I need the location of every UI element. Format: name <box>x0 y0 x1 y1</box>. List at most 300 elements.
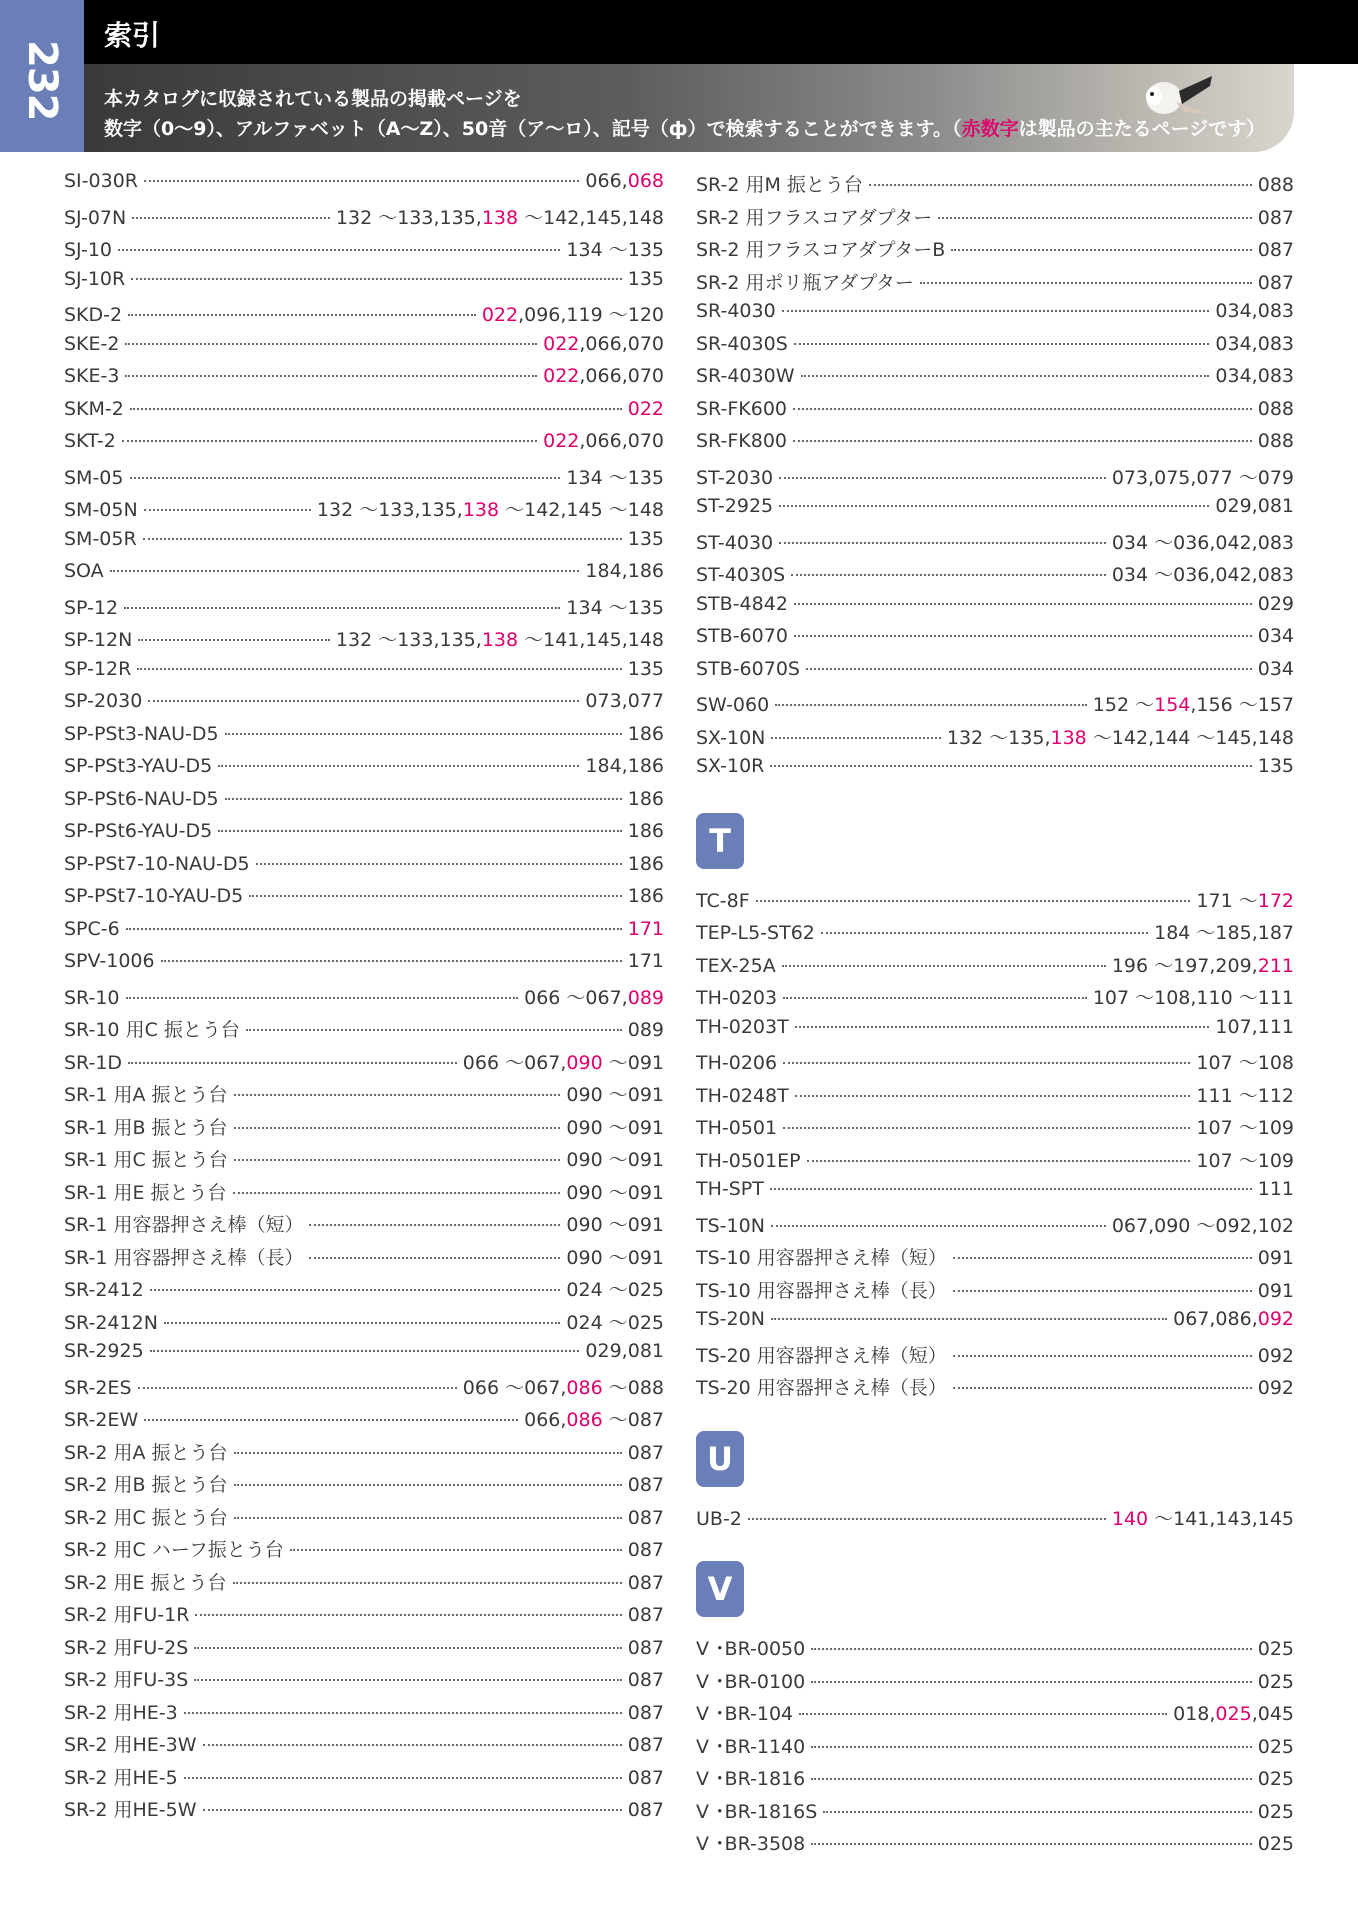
index-entry <box>64 1210 664 1243</box>
index-entry <box>64 820 664 853</box>
entry-pages <box>947 723 1294 750</box>
index-entry <box>696 1276 1294 1309</box>
section-u-header <box>696 1418 1294 1500</box>
index-entry <box>64 235 664 268</box>
dot-leader <box>953 1355 1252 1357</box>
dot-leader <box>137 668 621 670</box>
entry-pages <box>1258 1377 1294 1399</box>
index-entry <box>696 560 1294 593</box>
entry-pages <box>1196 1081 1294 1108</box>
entry-pages <box>628 1702 664 1724</box>
entry-name: SKE-3 <box>64 365 120 387</box>
entry-name: SR-1 用容器押さえ棒（短） <box>64 1214 304 1236</box>
entry-name: ST-4030 <box>696 531 774 554</box>
entry-pages <box>482 300 664 327</box>
index-entry <box>64 300 664 333</box>
entry-pages <box>1258 272 1294 294</box>
entry-pages <box>628 1799 664 1821</box>
page-refs: 092 <box>1257 1344 1294 1367</box>
entry-pages <box>628 950 664 972</box>
index-entry <box>64 528 664 561</box>
page-refs-after: ,066,070 <box>579 365 664 387</box>
page-refs: 024 〜025 <box>566 1311 664 1334</box>
entry-name: TS-20N <box>696 1308 765 1330</box>
banner-line-2-text-b: は製品の主たるページです） <box>1018 118 1266 140</box>
entry-pages <box>628 918 664 940</box>
index-entry <box>696 203 1294 236</box>
dot-leader <box>807 1160 1191 1162</box>
index-entry <box>64 1145 664 1178</box>
entry-pages <box>1196 886 1294 913</box>
dot-leader <box>194 1679 621 1681</box>
entry-pages <box>585 560 664 582</box>
index-entry <box>64 1243 664 1276</box>
entry-name: TC-8F <box>696 889 750 912</box>
index-entry <box>64 333 664 366</box>
page-refs: 135 <box>627 267 664 290</box>
page-refs: 135 <box>627 657 664 680</box>
dot-leader <box>143 538 622 540</box>
entry-name: V ･BR-3508 <box>696 1833 806 1855</box>
index-entry <box>696 1016 1294 1049</box>
entry-pages <box>543 333 664 355</box>
dot-leader <box>225 733 622 735</box>
index-entry <box>696 1081 1294 1114</box>
dot-leader <box>164 1322 561 1324</box>
entry-pages <box>628 853 664 875</box>
index-entry <box>696 625 1294 658</box>
entry-name: SP-PSt7-10-NAU-D5 <box>64 852 250 875</box>
main-page-ref: 138 <box>481 629 519 651</box>
entry-pages <box>1112 951 1294 978</box>
index-entry <box>64 1763 664 1796</box>
entry-name: V ･BR-0050 <box>696 1638 806 1660</box>
index-entry <box>64 203 664 236</box>
page-refs: 186 <box>627 885 664 907</box>
entry-pages <box>628 1507 664 1529</box>
page-refs: 196 〜197,209, <box>1111 954 1258 977</box>
entry-name: SP-PSt3-NAU-D5 <box>64 722 219 745</box>
dot-leader <box>144 509 311 511</box>
entry-pages <box>628 658 664 680</box>
page-refs: 073,075,077 〜079 <box>1111 466 1294 489</box>
entry-name: SR-2 用HE-5W <box>64 1799 197 1821</box>
entry-name: SM-05 <box>64 466 124 489</box>
entry-pages <box>1258 174 1294 196</box>
page-refs: 087 <box>627 1506 664 1529</box>
entry-pages <box>585 755 664 777</box>
page-refs: 134 〜135 <box>566 239 664 261</box>
index-entry <box>696 528 1294 561</box>
entry-name: SR-4030 <box>696 300 776 322</box>
entry-name: SR-2 用HE-3 <box>64 1701 178 1724</box>
index-entry <box>64 560 664 593</box>
index-entry <box>64 788 664 821</box>
entry-pages <box>1154 918 1294 945</box>
entry-pages <box>1258 593 1294 615</box>
index-entry <box>696 430 1294 463</box>
page-refs: 034 <box>1257 625 1294 647</box>
dot-leader <box>118 249 560 251</box>
entry-name: SR-2 用フラスコアダプター <box>696 206 933 229</box>
dot-leader <box>234 1094 561 1096</box>
page-refs-after: 〜141,145,148 <box>518 629 664 651</box>
page-refs: 087 <box>627 1799 664 1821</box>
entry-name: SR-4030S <box>696 332 788 355</box>
dot-leader <box>794 343 1210 345</box>
dot-leader <box>122 440 537 442</box>
index-entry <box>696 1732 1294 1765</box>
entry-name: STB-4842 <box>696 592 788 615</box>
entry-name: SR-2925 <box>64 1340 144 1362</box>
dot-leader <box>806 668 1252 670</box>
entry-pages <box>585 690 664 712</box>
dot-leader <box>234 1159 561 1161</box>
section-letter-u: U <box>696 1431 744 1487</box>
page-refs: 111 <box>1257 1178 1294 1200</box>
index-entry <box>696 235 1294 268</box>
dot-leader <box>130 408 622 410</box>
main-page-ref: 211 <box>1257 954 1294 977</box>
dot-leader <box>234 1452 622 1454</box>
entry-pages <box>336 203 664 230</box>
entry-pages <box>1258 207 1294 229</box>
page-refs: 087 <box>627 1734 664 1756</box>
index-entry <box>696 886 1294 919</box>
main-page-ref: 089 <box>627 986 664 1009</box>
dot-leader <box>234 1484 622 1486</box>
entry-name: TH-0206 <box>696 1052 778 1074</box>
section-v-header <box>696 1548 1294 1630</box>
page-refs: 107 〜109 <box>1196 1149 1294 1172</box>
entry-pages <box>1093 983 1294 1010</box>
dot-leader <box>218 830 622 832</box>
dot-leader <box>801 375 1210 377</box>
entry-name: V ･BR-1816 <box>696 1768 806 1790</box>
t-entries-list <box>696 886 1294 1406</box>
index-entry <box>696 1146 1294 1179</box>
page-refs-after: 〜087 <box>602 1409 664 1431</box>
page-refs: 029 <box>1257 592 1294 615</box>
entry-pages <box>1112 1211 1294 1238</box>
entry-name: SOA <box>64 560 104 582</box>
dot-leader <box>953 1387 1252 1389</box>
dot-leader <box>203 1809 622 1811</box>
page-refs: 087 <box>627 1539 664 1561</box>
page-refs: 087 <box>627 1571 664 1594</box>
dot-leader <box>195 1614 621 1616</box>
entry-pages <box>1258 625 1294 647</box>
dot-leader <box>125 343 537 345</box>
dot-leader <box>782 310 1210 312</box>
dot-leader <box>128 1062 457 1064</box>
index-entry <box>696 1308 1294 1341</box>
entry-pages <box>1196 1146 1294 1173</box>
index-entry <box>696 593 1294 626</box>
header-banner <box>84 64 1294 152</box>
dot-leader <box>233 1582 622 1584</box>
dot-leader <box>110 570 580 572</box>
entry-name: SR-2 用HE-3W <box>64 1734 197 1756</box>
entry-name: SR-2 用M 振とう台 <box>696 174 863 196</box>
dot-leader <box>234 1517 622 1519</box>
dot-leader <box>811 1778 1252 1780</box>
index-entry <box>696 1113 1294 1146</box>
dot-leader <box>138 1387 457 1389</box>
index-entry <box>64 170 664 203</box>
v-entries-list <box>696 1634 1294 1862</box>
entry-name: SR-2 用A 振とう台 <box>64 1441 228 1464</box>
page-refs: 092 <box>1257 1377 1294 1399</box>
page-refs: 034 〜036,042,083 <box>1111 564 1294 586</box>
entry-name: TS-10N <box>696 1214 765 1237</box>
entry-pages <box>1196 1048 1294 1075</box>
entry-name: TH-0203T <box>696 1015 789 1038</box>
entry-pages <box>566 463 664 490</box>
dot-leader <box>795 1095 1191 1097</box>
dot-leader <box>150 1289 561 1291</box>
entry-pages <box>628 1767 664 1789</box>
entry-name: SR-2 用B 振とう台 <box>64 1474 228 1496</box>
section-t-header <box>696 800 1294 882</box>
page-refs: 087 <box>627 1766 664 1789</box>
entry-pages <box>566 1080 664 1107</box>
entry-name: SP-PSt7-10-YAU-D5 <box>64 885 244 907</box>
index-entry <box>64 1015 664 1048</box>
index-entry <box>696 1667 1294 1700</box>
index-entry <box>696 268 1294 301</box>
page-refs-after: 〜142,144 〜145,148 <box>1086 726 1294 749</box>
index-entry <box>64 463 664 496</box>
entry-pages <box>628 268 664 290</box>
index-entry <box>64 723 664 756</box>
dot-leader <box>771 1318 1167 1320</box>
index-entry <box>696 333 1294 366</box>
entry-pages <box>1258 1833 1294 1855</box>
entry-name: SM-05N <box>64 499 138 521</box>
page-refs-after: 〜142,145,148 <box>518 206 664 229</box>
page-refs-after: ,156 〜157 <box>1190 694 1294 716</box>
page-refs: 087 <box>627 1669 664 1691</box>
index-entry <box>64 1340 664 1373</box>
page-refs: 088 <box>1257 174 1294 196</box>
dot-leader <box>290 1549 622 1551</box>
page-refs: 066 〜067, <box>462 1376 567 1399</box>
page-refs: 107 〜108 <box>1196 1052 1294 1074</box>
entry-name: SR-2 用C ハーフ振とう台 <box>64 1539 284 1561</box>
index-entry <box>696 1829 1294 1862</box>
page-refs: 025 <box>1257 1670 1294 1693</box>
dot-leader <box>218 765 579 767</box>
page-refs-after: 〜141,143,145 <box>1148 1507 1294 1530</box>
entry-pages <box>1258 1638 1294 1660</box>
index-entry <box>64 1048 664 1081</box>
entry-name: TS-10 用容器押さえ棒（長） <box>696 1279 947 1302</box>
page-refs-after: ,066,070 <box>579 430 664 452</box>
page-refs: 088 <box>1257 430 1294 452</box>
index-entry <box>696 755 1294 788</box>
page-refs: 066 〜067, <box>524 986 628 1009</box>
entry-pages <box>628 1734 664 1756</box>
dot-leader <box>783 997 1087 999</box>
dot-leader <box>126 928 622 930</box>
page-refs: 034 〜036,042,083 <box>1111 531 1294 554</box>
entry-pages <box>566 1308 664 1335</box>
dot-leader <box>125 375 537 377</box>
entry-name: TH-0501 <box>696 1117 778 1139</box>
entry-name: SR-2 用フラスコアダプターB <box>696 239 946 261</box>
page-refs: 089 <box>627 1019 664 1041</box>
entry-name: TH-0248T <box>696 1084 789 1107</box>
page-refs: 132 〜133,135, <box>335 206 482 229</box>
index-entry <box>64 1178 664 1211</box>
page-refs: 186 <box>627 722 664 745</box>
index-entry <box>64 983 664 1016</box>
dot-leader <box>225 798 622 800</box>
page-refs: 135 <box>1257 755 1294 777</box>
title-bar <box>84 0 1358 64</box>
dot-leader <box>953 1290 1252 1292</box>
entry-pages <box>566 1113 664 1140</box>
dot-leader <box>256 863 622 865</box>
entry-name: V ･BR-1140 <box>696 1735 806 1758</box>
page-number-tab <box>0 0 84 152</box>
section-letter-v: V <box>696 1561 744 1617</box>
index-entry <box>696 1699 1294 1732</box>
page-refs: 186 <box>627 852 664 875</box>
entry-name: SR-2 用ポリ瓶アダプター <box>696 271 914 294</box>
entry-pages <box>566 593 664 620</box>
page-refs: 111 〜112 <box>1196 1084 1294 1107</box>
main-page-ref: 140 <box>1111 1507 1149 1530</box>
entry-pages <box>628 1539 664 1561</box>
dot-leader <box>128 314 476 316</box>
entry-name: TH-0501EP <box>696 1149 801 1172</box>
index-entry <box>64 625 664 658</box>
entry-pages <box>1093 690 1294 717</box>
entry-pages <box>628 398 664 420</box>
page-refs: 087 <box>1257 239 1294 261</box>
entry-pages <box>1258 1247 1294 1269</box>
main-page-ref: 090 <box>566 1051 603 1074</box>
index-entry <box>64 1795 664 1828</box>
index-entry <box>696 495 1294 528</box>
dot-leader <box>770 765 1251 767</box>
entry-pages <box>1258 1280 1294 1302</box>
entry-pages <box>1258 755 1294 777</box>
dot-leader <box>124 607 560 609</box>
dot-leader <box>132 217 330 219</box>
entry-pages <box>1215 300 1294 322</box>
entry-name: SR-2 用FU-2S <box>64 1636 189 1659</box>
entry-name: TH-0203 <box>696 987 778 1009</box>
index-entry <box>64 1503 664 1536</box>
index-column-left <box>64 170 664 1828</box>
page-refs: 034,083 <box>1215 332 1294 355</box>
entry-pages <box>628 788 664 810</box>
entry-pages <box>566 1178 664 1205</box>
dot-leader <box>794 635 1252 637</box>
main-page-ref: 022 <box>627 397 664 420</box>
main-page-ref: 171 <box>627 917 664 940</box>
dot-leader <box>783 1127 1190 1129</box>
dot-leader <box>793 440 1252 442</box>
entry-name: SP-PSt6-YAU-D5 <box>64 820 213 842</box>
page-refs: 091 <box>1257 1279 1294 1302</box>
index-entry <box>64 430 664 463</box>
entry-pages <box>1112 1504 1294 1531</box>
dot-leader <box>779 542 1106 544</box>
index-entry <box>696 951 1294 984</box>
entry-pages <box>1258 430 1294 452</box>
dot-leader <box>779 505 1209 507</box>
entry-pages <box>1258 1736 1294 1758</box>
dot-leader <box>938 217 1251 219</box>
entry-name: SJ-07N <box>64 206 127 229</box>
entry-pages <box>585 170 664 192</box>
page-refs: 087 <box>1257 271 1294 294</box>
entry-pages <box>1258 1671 1294 1693</box>
entry-name: SPV-1006 <box>64 950 155 972</box>
page-refs: 171 <box>627 950 664 972</box>
index-entry <box>696 658 1294 691</box>
page-refs: 134 〜135 <box>566 466 664 489</box>
page-refs: 171 〜 <box>1196 889 1258 912</box>
entry-name: TH-SPT <box>696 1178 764 1200</box>
page-refs: 090 〜091 <box>566 1246 664 1269</box>
entry-name: ST-4030S <box>696 564 786 586</box>
entry-pages <box>628 528 664 550</box>
entry-pages <box>628 1572 664 1594</box>
entry-pages <box>524 1405 664 1432</box>
index-entry <box>64 593 664 626</box>
entry-name: SR-FK600 <box>696 397 788 420</box>
page-refs-after: ,066,070 <box>579 332 664 355</box>
page-refs: 107,111 <box>1215 1015 1294 1038</box>
index-entry <box>696 1373 1294 1406</box>
page-refs: 152 〜 <box>1092 694 1155 716</box>
index-entry <box>64 495 664 528</box>
entry-name: TS-20 用容器押さえ棒（短） <box>696 1344 947 1367</box>
page-refs: 025 <box>1257 1833 1294 1855</box>
entry-name: SP-PSt3-YAU-D5 <box>64 755 213 777</box>
dot-leader <box>953 1257 1252 1259</box>
dot-leader <box>823 1811 1251 1813</box>
dot-leader <box>249 895 621 897</box>
entry-pages <box>1112 560 1294 587</box>
page-refs: 134 〜135 <box>566 596 664 619</box>
entry-pages <box>566 1210 664 1237</box>
page-refs: 066, <box>524 1409 567 1431</box>
entry-name: STB-6070 <box>696 625 788 647</box>
index-entry <box>696 398 1294 431</box>
index-entry <box>64 1080 664 1113</box>
entry-pages <box>1112 528 1294 555</box>
entry-pages <box>1258 1178 1294 1200</box>
main-page-ref: 022 <box>543 332 580 355</box>
page-refs-after: 〜088 <box>602 1376 664 1399</box>
dot-leader <box>920 282 1252 284</box>
page-refs: 087 <box>627 1474 664 1496</box>
entry-name: SW-060 <box>696 694 770 716</box>
entry-pages <box>566 1275 664 1302</box>
main-page-ref: 022 <box>543 430 580 452</box>
entry-name: UB-2 <box>696 1507 742 1530</box>
dot-leader <box>811 1648 1252 1650</box>
index-entry <box>696 170 1294 203</box>
index-entry <box>64 398 664 431</box>
index-entry <box>64 1470 664 1503</box>
